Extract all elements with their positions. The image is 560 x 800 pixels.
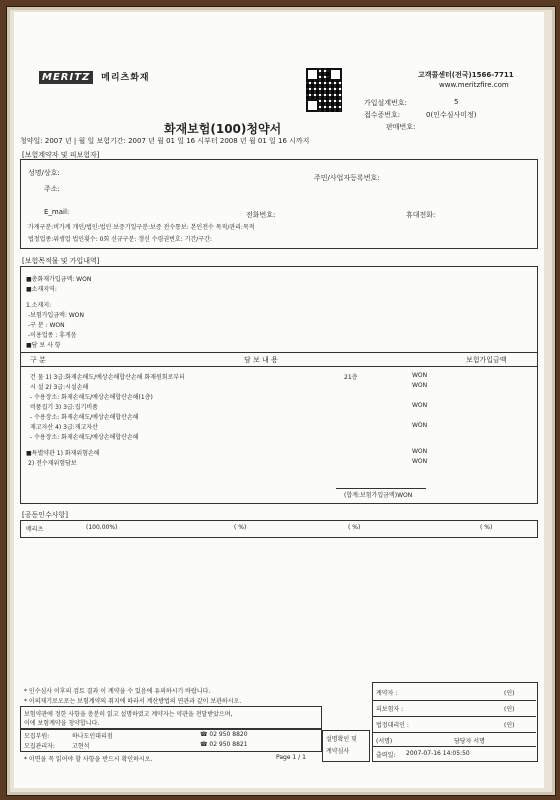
detail-floor: 21층 [344,374,358,381]
receipt-no-label: 접수증번호: [364,111,401,119]
qr-code-icon [306,68,342,112]
coins-p3: ( %) [480,524,493,531]
target-line3: 1.소재지: [26,302,52,309]
table-header-line [20,366,537,367]
sig-line-3 [372,732,536,733]
meritz-logo [39,70,150,83]
bottom-note: * 이면을 꼭 읽어야 할 사항을 반드시 확인하시오. [24,756,153,763]
table-top-line [20,352,537,353]
special-clause-2: 2) 전수재위험담보 [28,460,77,467]
subscription-line: 청약일: 2007 년 | 월 일 보험기간: 2007 년 월 01 일 16 시부터 2008 년 월 01 일 16 시까지 [20,137,310,145]
detail-location-1: - 수용장소: 화재손해도/예상손해합산손해(1층) [30,394,153,401]
target-line1: ■총화재가입금액: WON [26,276,92,283]
seal-1: (인) [504,690,515,697]
sig-line-1 [372,700,536,701]
manager-label: 모집관리자: [24,743,56,750]
won-6: WON [412,458,428,465]
manager-value: 고현석 [72,743,90,750]
contract-label: 계약심사 [326,748,350,755]
print-label: 출력일: [376,752,396,759]
agency-no-label: 판매번호: [386,123,416,131]
total-line [336,488,426,489]
won-4: WON [412,422,428,429]
detail-building: 건 물 1) 3급:화재손해도/예상손해합산손해 화재원회로부터 [30,374,185,381]
coins-company: 메리츠 [26,526,44,533]
special-clause-1: ■특별약관 1) 화재위험손해 [26,450,100,457]
address-label: 주소: [44,185,60,193]
reviewer: (서명) [376,738,393,745]
agency-label: 모집부원: [24,733,50,740]
name-label: 성명/상호: [28,169,60,177]
section-coinsurance: [공동인수사항] [22,511,69,519]
agency-tel: ☎ 02 950 8820 [200,731,248,738]
won-1: WON [412,372,428,379]
receipt-value: 0(인수심사미정) [426,111,477,119]
contractor-row2: 법정업종:위생업 법인횟수: 0회 신규구분: 갱신 수령권번호: 기간/구간: [28,236,212,243]
sig-line-4 [372,746,536,747]
detail-location-2: - 수용장소: 화재손해도/예상손해합산손해 [30,414,139,421]
insured-sig: 피보험자 : [376,706,404,713]
won-3: WON [412,402,428,409]
seal-3: (인) [504,722,515,729]
rep-sig: 법정대리인 : [376,722,409,729]
col-content: 담 보 내 용 [244,356,278,364]
col-gubun: 구 분 [30,356,46,364]
callcenter: 고객콜센터(전국)1566-7711 [418,71,514,79]
app-no-value: 5 [454,98,459,106]
detail-fixtures: 비품집기 3) 3급:집기비품 [30,404,98,411]
target-line5: -구 분 : WON [28,322,65,329]
email-label: E_mail: [44,208,70,216]
notice-3: 보험약관에 정한 사항을 충분히 읽고 설명하였고 계약자는 약관을 전달받았으며, [24,711,233,718]
agency-box [20,728,322,752]
target-line7: ■담 보 사 항 [26,342,61,349]
col-amount: 보험가입금액 [466,356,507,364]
coins-p1: ( %) [234,524,247,531]
phone-label: 전화번호: [246,211,276,219]
target-box [20,266,538,504]
target-line4: -보험가입금액: WON [28,312,85,319]
notice-2: * 이의제기로오로는 보험계약의 취지에 따라서 계산방법의 연관과 같이 보관하시오. [24,698,242,705]
notice-1: * 인수심사 이후의 검토 결과 이 계약을 수 있음에 유의하시기 바랍니다. [24,688,211,695]
mobile-label: 휴대전화: [406,211,436,219]
sig-line-2 [372,716,536,717]
id-label: 주민/사업자등록번호: [314,174,380,182]
detail-facility: 시 설 2) 3급:시설손해 [30,384,89,391]
contractor-sig: 계약자 : [376,690,398,697]
page-number: Page 1 / 1 [276,754,306,761]
target-line2: ■소재지역: [26,286,57,293]
coins-p2: ( %) [348,524,361,531]
receipt-label: 담당자 서명 [454,738,485,745]
app-no-label: 가입설계번호: [364,99,407,107]
target-line6: -이용업종 : 휴게음 [28,332,77,339]
page-title: 화재보험(100)청약서 [164,122,282,136]
print-value: 2007-07-16 14:05:50 [406,750,470,757]
section-contractor: [보험계약자 및 피보험자] [22,151,100,159]
brand-ko: 메리츠화재 [101,73,150,83]
won-2: WON [412,382,428,389]
detail-location-3: - 수용장소: 화재손해도/예상손해합산손해 [30,434,139,441]
detail-inventory: 재고자산 4) 3급:재고자산 [30,424,98,431]
confirm-label: 설명확인 및 [326,736,357,743]
manager-tel: ☎ 02 950 8821 [200,741,248,748]
coins-ratio: (100.00%) [86,524,118,531]
total-label: (합계:보험가입금액)WON [344,492,413,499]
contractor-row1: 가계구분:비가계 개인/법인:법인 보증기일구분:보증 전수통보: 본인전수 목적/관리:목적 [28,224,255,231]
notice-4: 이에 보험계약을 청약합니다. [24,720,100,727]
brand-en: MERITZ [39,71,93,84]
document-page [14,12,544,788]
agency-value: 하나도인대리점 [72,733,113,740]
seal-2: (인) [504,706,515,713]
section-target: [보험목적물 및 가입내역] [22,257,100,265]
won-5: WON [412,448,428,455]
website: www.meritzfire.com [439,81,509,89]
